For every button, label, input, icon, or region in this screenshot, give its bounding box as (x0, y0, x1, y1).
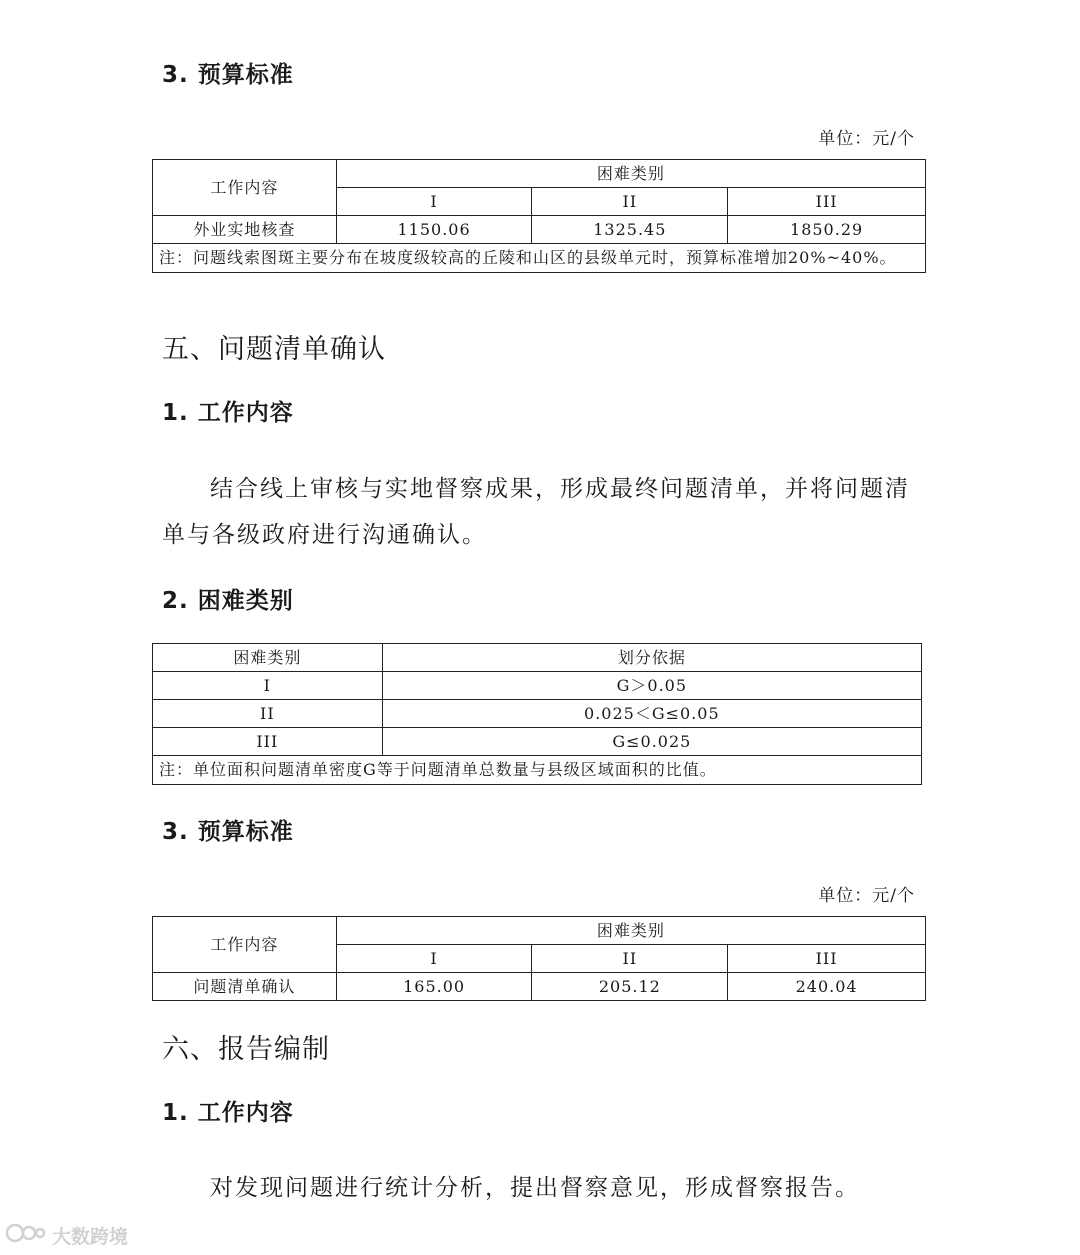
header-work-content: 工作内容 (153, 917, 337, 973)
table-note: 注：问题线索图斑主要分布在坡度级较高的丘陵和山区的县级单元时，预算标准增加20%~40%。 (153, 244, 926, 273)
header-category: 困难类别 (153, 644, 383, 672)
header-difficulty: 困难类别 (336, 917, 925, 945)
header-difficulty: 困难类别 (336, 160, 925, 188)
section-6-title: 六、报告编制 (162, 1034, 330, 1065)
budget-heading-2: 3. 预算标准 (162, 819, 294, 845)
basis-1: G＞0.05 (382, 672, 921, 700)
work-content-heading-5: 1. 工作内容 (162, 400, 294, 426)
level-3: III (728, 188, 926, 216)
value-level-1: 165.00 (336, 973, 532, 1001)
header-basis: 划分依据 (382, 644, 921, 672)
value-level-1: 1150.06 (336, 216, 532, 244)
section-5-title: 五、问题清单确认 (162, 334, 386, 365)
basis-3: G≤0.025 (382, 728, 921, 756)
unit-label-1: 单位：元/个 (818, 129, 915, 149)
value-level-3: 1850.29 (728, 216, 926, 244)
logo-icon (6, 1220, 46, 1251)
watermark (6, 1220, 128, 1251)
category-2: II (153, 700, 383, 728)
category-1: I (153, 672, 383, 700)
value-level-2: 1325.45 (532, 216, 728, 244)
level-2: II (532, 945, 728, 973)
budget-heading-1: 3. 预算标准 (162, 62, 294, 88)
work-content-text-5: 结合线上审核与实地督察成果，形成最终问题清单，并将问题清单与各级政府进行沟通确认。 (162, 476, 910, 548)
unit-label-2: 单位：元/个 (818, 886, 915, 906)
difficulty-note: 注：单位面积问题清单密度G等于问题清单总数量与县级区域面积的比值。 (153, 756, 922, 785)
watermark-text: 大数跨境 (52, 1226, 129, 1248)
work-content-heading-6: 1. 工作内容 (162, 1100, 294, 1126)
row-name: 外业实地核查 (153, 216, 337, 244)
row-name: 问题清单确认 (153, 973, 337, 1001)
level-1: I (336, 945, 532, 973)
work-content-text-6: 对发现问题进行统计分析，提出督察意见，形成督察报告。 (210, 1175, 860, 1201)
budget-table-2 (152, 916, 926, 1001)
level-2: II (532, 188, 728, 216)
value-level-3: 240.04 (728, 973, 926, 1001)
header-work-content: 工作内容 (153, 160, 337, 216)
difficulty-table (152, 643, 922, 785)
difficulty-heading: 2. 困难类别 (162, 588, 294, 614)
level-1: I (336, 188, 532, 216)
value-level-2: 205.12 (532, 973, 728, 1001)
basis-2: 0.025＜G≤0.05 (382, 700, 921, 728)
level-3: III (728, 945, 926, 973)
category-3: III (153, 728, 383, 756)
budget-table-1 (152, 159, 926, 273)
